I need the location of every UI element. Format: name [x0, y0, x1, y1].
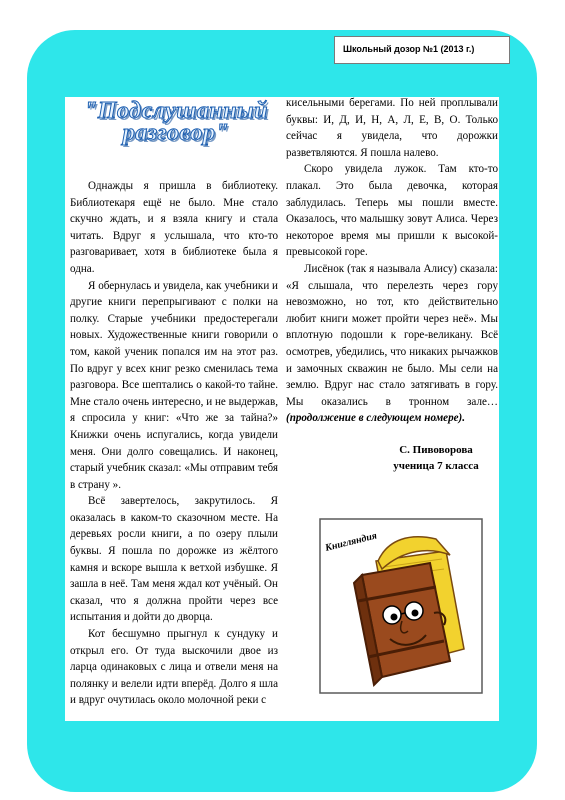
- paragraph: Всё завертелось, закрутилось. Я оказалась в каком-то сказочном месте. На деревьях росли книги, а по озеру плыли буквы. Я пошла по дорожке из жёлтого камня и вскоре вышла к ветхой избушке. Я зашла в неё. Там меня ждал кот учёный. Он сказал, что я должна пройти через все испытания и дойти до дворца.: [70, 495, 278, 624]
- article-title: [78, 100, 274, 144]
- signature: [370, 442, 502, 474]
- book-character-illustration: [318, 517, 484, 695]
- paragraph: Я обернулась и увидела, как учебники и другие книги перепрыгивают с полки на полку. Старые учебники предостерегали новых. Художественные книги говорили о том, какой ученик попался им на этот раз. По вдруг у всех книг резко сменилась тема разговора. Все шептались о какой-то тайне. Мне стало очень интересно, и не выдержав, я спросила у книг: «Что же за тайна?» Книжки очень испугались, когда увидели меня. Они долго совещались. И наконец, старый учебник сказал: «Мы отправим тебя в страну ».: [70, 279, 278, 491]
- paragraph-text: Лисёнок (так я называла Алису) сказала: «Я слышала, что перелезть через гору невозможно, но тот, кто действительно любит книги может пройти через неё». Мы вплотную подошли к горе-великану. Всё осмотрев, убедились, что никаких рычажков и замочных скважин не было. Мы сели на землю. Вдруг нас стало затягивать в гору. Мы оказались в тронном зале…: [286, 262, 498, 408]
- right-column: [286, 95, 498, 427]
- article-title-line1: "Подслушанный: [83, 98, 269, 124]
- book-character-icon: [318, 517, 484, 695]
- issue-header: Школьный дозор №1 (2013 г.): [343, 44, 475, 54]
- paragraph: кисельными берегами. По ней проплывали буквы: И, Д, И, Н, А, Л, Е, В, О. Только сейчас я увидела, что дорожки разветвляются. Я пошла налево.: [286, 97, 498, 159]
- paragraph: [286, 261, 498, 427]
- paragraph: Однажды я пришла в библиотеку. Библиотекаря ещё не было. Мне стало скучно ждать, и я взяла книгу и стала читать. Вдруг я услышала, что кто-то разговаривает, хотя в библиотеке была я одна.: [70, 180, 278, 275]
- left-column: [70, 178, 278, 709]
- paragraph: Кот бесшумно прыгнул к сундуку и открыл его. От туда выскочили двое из ларца одинаковых с лица и отвели меня на полянку и велели идти вперёд. Долго я шла и вдруг очутилась около молочной реки с: [70, 628, 278, 707]
- article-title-line2: разговор": [122, 120, 230, 146]
- continued-note: (продолжение в следующем номере).: [286, 412, 466, 425]
- author-role: ученица 7 класса: [393, 460, 479, 472]
- paragraph: Скоро увидела лужок. Там кто-то плакал. Это была девочка, которая заблудилась. Теперь мы пошли вместе. Оказалось, что малышку зовут Алиса. Через некоторое время мы пришли к высокой-превысокой горе.: [286, 163, 498, 259]
- illustration-label: Книгляндия: [324, 530, 379, 554]
- author-name: С. Пивоворова: [399, 444, 473, 456]
